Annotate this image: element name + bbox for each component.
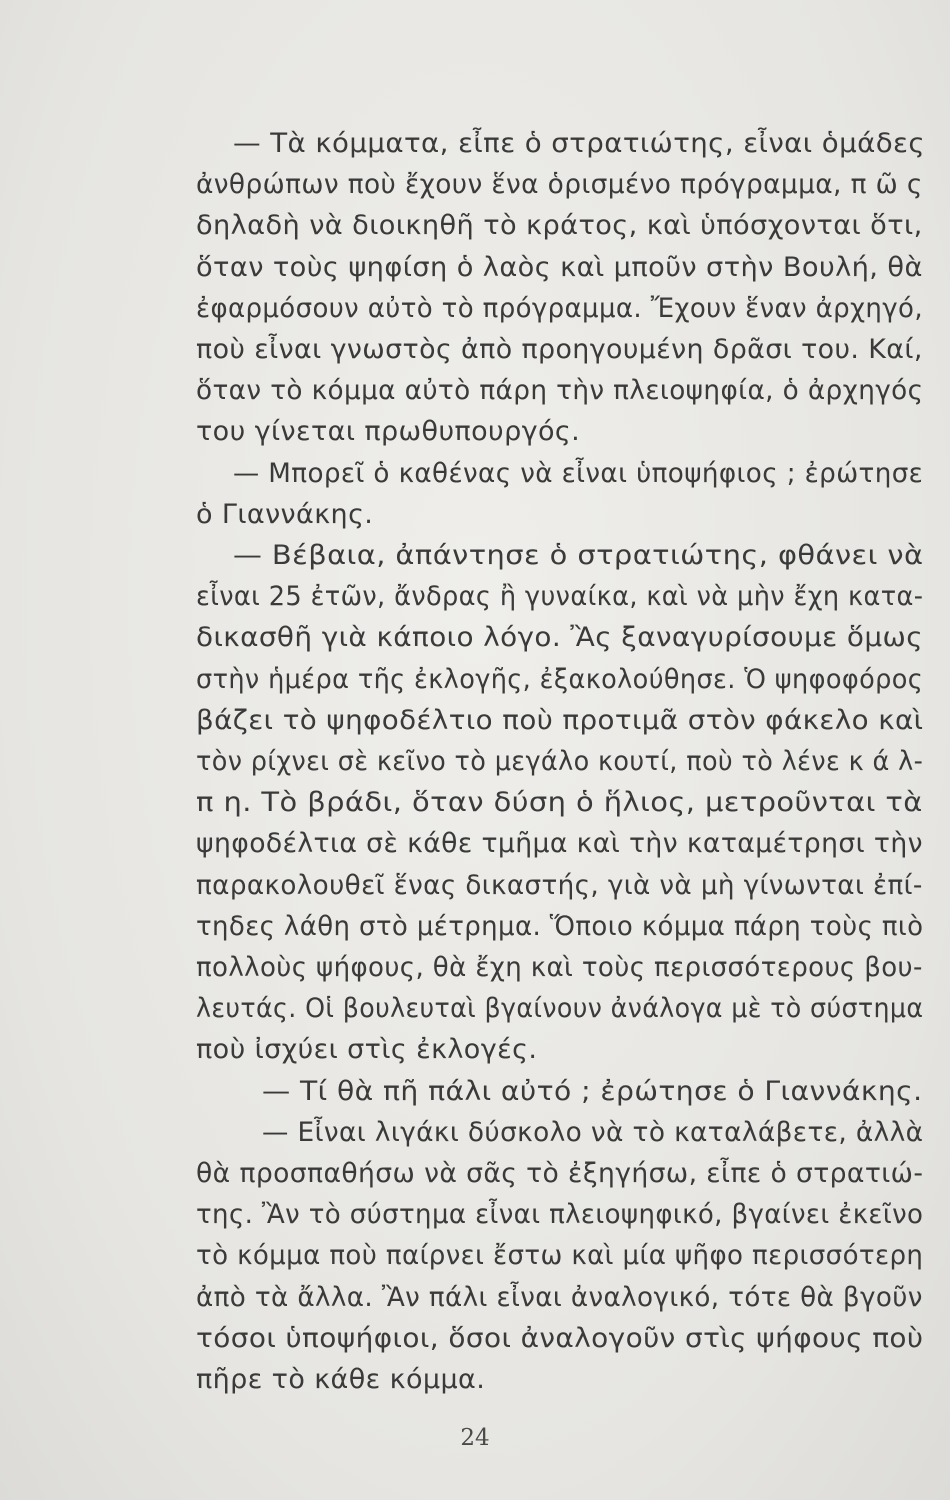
text-line: — Εἶναι λιγάκι δύσκολο νὰ τὸ καταλάβετε, ἀλλὰ [262,1116,924,1148]
text-line: ὅταν τοὺς ψηφίση ὁ λαὸς καὶ μποῦν στὴν Βουλή, θὰ [196,251,923,283]
text-line: ἐφαρμόσουν αὐτὸ τὸ πρόγραμμα. Ἔχουν ἕναν ἀρχηγό, [196,292,923,324]
text-line: ποὺ ἰσχύει στὶς ἐκλογές. [196,1034,538,1066]
text-line: — Τὰ κόμματα, εἶπε ὁ στρατιώτης, εἶναι ὁμάδες [233,128,925,159]
text-line: του γίνεται πρωθυπουργός. [196,416,581,448]
text-line: δηλαδὴ νὰ διοικηθῆ τὸ κράτος, καὶ ὑπόσχονται ὅτι, [196,210,923,242]
text-line: ὅταν τὸ κόμμα αὐτὸ πάρη τὴν πλειοψηφία, ὁ ἀρχηγός [196,375,924,407]
text-line: ποὺ εἶναι γνωστὸς ἀπὸ προηγουμένη δρᾶσι του. Καί, [196,334,923,365]
text-line: ὁ Γιαννάκης. [196,498,374,530]
text-line: θὰ προσπαθήσω νὰ σᾶς τὸ ἐξηγήσω, εἶπε ὁ στρατιώ- [196,1158,924,1189]
text-line: παρακολουθεῖ ἕνας δικαστής, γιὰ νὰ μὴ γίνωνται ἐπί- [196,869,923,901]
text-line: π η. Τὸ βράδι, ὅταν δύση ὁ ἥλιος, μετροῦνται τὰ [196,787,923,819]
text-line: — Βέβαια, ἀπάντησε ὁ στρατιώτης, φθάνει νὰ [233,540,924,571]
text-line: ψηφοδέλτια σὲ κάθε τμῆμα καὶ τὴν καταμέτρησι τὴν [196,828,923,860]
page-number: 24 [460,1425,490,1452]
text-line: βάζει τὸ ψηφοδέλτιο ποὺ προτιμᾶ στὸν φάκελο καὶ [196,704,924,736]
text-line: τόσοι ὑποψήφιοι, ὅσοι ἀναλογοῦν στὶς ψήφους ποὺ [196,1322,924,1354]
text-line: εἶναι 25 ἐτῶν, ἄνδρας ἢ γυναίκα, καὶ νὰ μὴν ἔχη κατα- [196,581,924,613]
text-line: της. Ἂν τὸ σύστημα εἶναι πλειοψηφικό, βγαίνει ἐκεῖνο [196,1199,924,1231]
text-line: — Τί θὰ πῆ πάλι αὐτό ; ἐρώτησε ὁ Γιαννάκης. [262,1075,923,1107]
text-line: ἀνθρώπων ποὺ ἔχουν ἕνα ὁρισμένο πρόγραμμα, π ῶ ς [196,169,923,201]
text-line: στὴν ἡμέρα τῆς ἐκλογῆς, ἐξακολούθησε. Ὁ ψηφοφόρος [196,663,924,695]
text-line: τὸν ρίχνει σὲ κεῖνο τὸ μεγάλο κουτί, ποὺ τὸ λένε κ ά λ- [196,746,924,777]
text-line: ἀπὸ τὰ ἄλλα. Ἂν πάλι εἶναι ἀναλογικό, τότε θὰ βγοῦν [196,1281,923,1313]
text-line: λευτάς. Οἱ βουλευταὶ βγαίνουν ἀνάλογα μὲ τὸ σύστημα [196,993,924,1025]
text-line: δικασθῆ γιὰ κάποιο λόγο. Ἂς ξαναγυρίσουμε ὅμως [196,622,923,654]
text-line: πῆρε τὸ κάθε κόμμα. [196,1364,486,1395]
text-line: τὸ κόμμα ποὺ παίρνει ἔστω καὶ μία ψῆφο περισσότερη [196,1240,924,1272]
text-line: πολλοὺς ψήφους, θὰ ἔχη καὶ τοὺς περισσότερους βου- [196,952,923,983]
text-line: τηδες λάθη στὸ μέτρημα. Ὅποιο κόμμα πάρη τοὺς πιὸ [196,910,924,942]
text-line: — Μπορεῖ ὁ καθένας νὰ εἶναι ὑποψήφιος ; ἐρώτησε [233,457,924,489]
